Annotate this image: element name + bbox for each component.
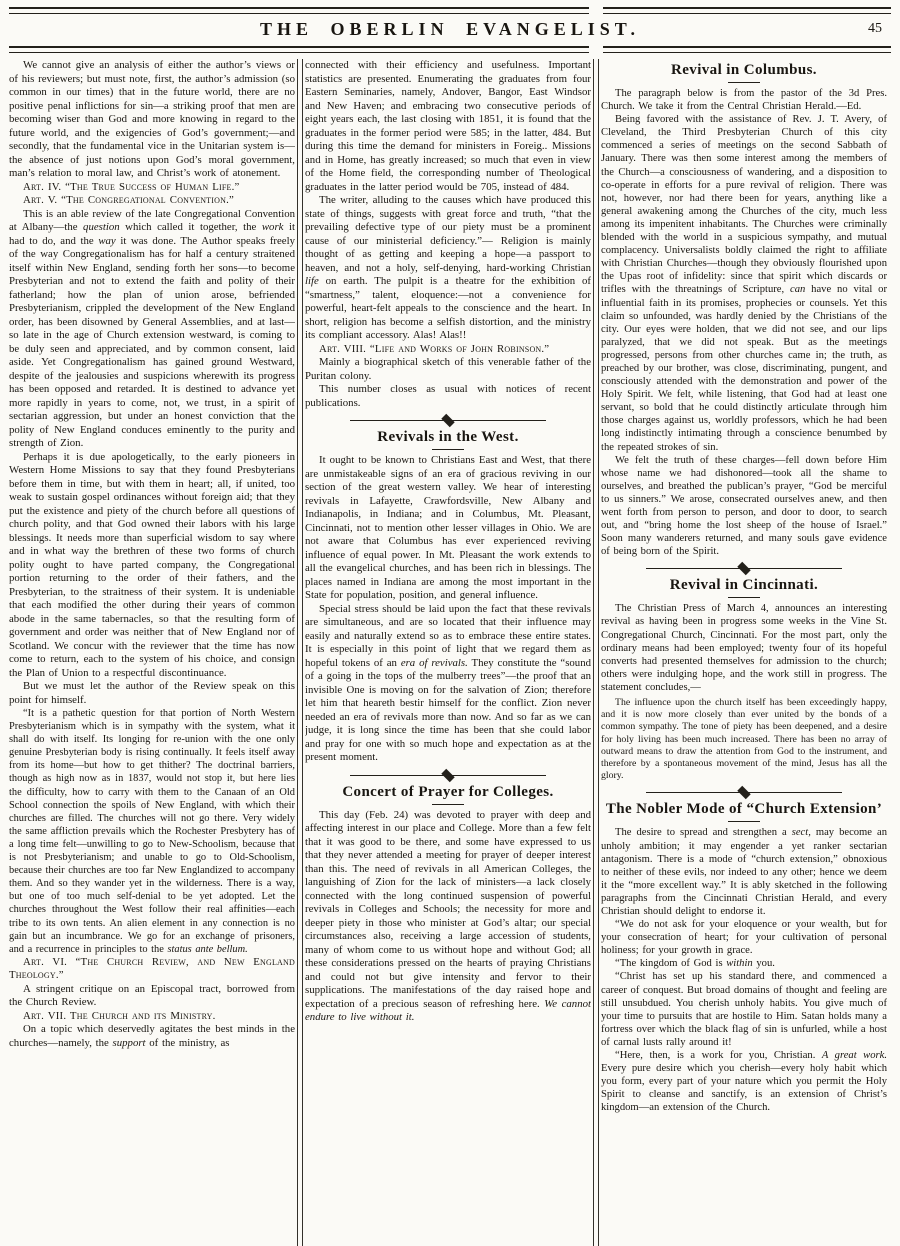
section-divider-ornament — [350, 770, 546, 781]
body-paragraph: The paragraph below is from the pastor of the 3d Pres. Church. We take it from the Central Christian Herald.—Ed. — [601, 88, 887, 113]
masthead-title-row — [0, 14, 900, 46]
body-paragraph: We cannot give an analysis of either the author’s views or of his reviewers; but must note, first, the author’s admission (so common in our times) that in the future world, there are no positive penal inflictions for sin—a striking proof that men are becoming wiser than God and more knowing in regard to the future world, and the exigencies of God’s government;—and secondly, that the fundamental vice in the Unitarian system is—the absence of just notions upon God’s moral government, man’s relation to moral law, and Christ’s work of atonement. — [9, 59, 295, 179]
body-paragraph: We felt the truth of these charges—fell down before Him whose name we had dishonored—took all the shame to ourselves, and breathed the publican’s prayer, “God be merciful to us sinners.” We arose, consecrated ourselves anew, and then went forth from person to person, and door to door, to search out, and “bring home the lost sheep of the house of Israel.” Soon many wanderers returned, and many souls gave evidence of being born of the Spirit. — [601, 454, 887, 558]
body-paragraph: A stringent critique on an Episcopal tract, borrowed from the Church Review. — [9, 982, 295, 1009]
page-number: 45 — [868, 21, 882, 36]
body-paragraph: “It is a pathetic question for that portion of North Western Presbyterianism which is in sympathy with the system, what it shall do with itself. Its longing for re-union with the one only genuine Presbyterian body is rising continually. It feels itself away from its home—but how to get thither? The doctrinal barriers, though as high now as in 1837, would not stop it, but here lies the difficulty, how to carry with them to the Canaan of an Old School connection the spoils of New England, with which their churches are filled. The churches will not go there. Very widely the same affliction prevails which the Rochester Presbytery has of a long time felt—unwilling to go to New-Schoolism, because that is not Presbyterianism; and unable to go to Old-Schoolism, because their churches are too far New Englandized to accompany them. And so they wander yet in the wilderness. There is a way, but one of too much self-denial to be yet adopted. Let the churches throughout the West follow their real affinities—each tribe to its own tents. An alien element in any connection is no gain but an incumbrance. We go for an exchange of prisoners, and a recurrence in principles to the status ante bellum. — [9, 708, 295, 955]
body-paragraph: The writer, alluding to the causes which have produced this state of things, suggests with great force and truth, “that the prevailing defective type of our piety must be a prominent cause of our ministerial deficiency.”— Religion is mainly thought of as getting and keeping a hope—a passport to heaven, and not a holy, self-denying, hard-working Christian life on earth. The pulpit is a theatre for the exhibition of “smartness,” talent, eloquence:—not a convenience for powerful, heart-felt appeals to the conscience and the heart. In short, religion has become a selfish distortion, and the ministry its compliant accessory. Alas! Alas!! — [305, 194, 591, 341]
body-paragraph: “Here, then, is a work for you, Christian. A great work. Every pure desire which you cherish—every holy habit which you form, every part of your nature which you permit the Holy Spirit to cleanse and sanctify, is an extension of Christ’s kingdom—an extension of the Church. — [601, 1050, 887, 1114]
rule-gap — [589, 7, 603, 14]
body-paragraph: Being favored with the assistance of Rev. J. T. Avery, of Cleveland, the Third Presbyterian Church of this city commenced a series of meetings on the second Sabbath of January. There was then some interest among the members of the Church—a consciousness of wandering, and a disposition to co-operate in efforts for a pure revival of religion. There was not, however, nor had there been for years, anything like a general awakening among the Churches of the city, much less among its impenitent inhabitants. The Churches were criminally blended with the world in a suspicious sympathy, and mutual complacency. Universalists boldly claimed the right to affiliate with Christian Churches—though they obviously flourished upon the Upas root of infidelity: since that spirit which discards or trifles with the threatnings of Scripture, can have no vital or influential faith in its promises, prophecies or counsels. Yet this claim so unfounded, was hardly denied by the Christians of the city. Our eyes were holden, that we did not see, and our lips paralyzed, that we did not speak. But as the meetings progressed, persons from other churches came in; the truth, as preached by our brother, was close, discriminating, pungent, and consciously attended with the demonstration and power of the Holy Spirit. We felt, while listening, that God had at least one servant, so bold that he could distinctly articulate through him those charges against us, worldly professors, which he had been long indistinctly intimating through a conscience benumbed by the repeated strokes of sin. — [601, 114, 887, 453]
section-divider-ornament — [350, 415, 546, 426]
article-heading: Revival in Cincinnati. — [669, 577, 819, 594]
body-paragraph: The influence upon the church itself has been exceedingly happy, and it is now more closely than ever united by the bonds of a common sympathy. The tone of piety has been deepened, and a desire for holy living has been much increased. There has been no array of outward means to draw the attention from God to the instrument, and therefore by a spontaneous movement of the mind, Jesus has all the glory. — [601, 697, 887, 782]
rule-segment — [603, 7, 891, 14]
body-paragraph: Perhaps it is due apologetically, to the early pioneers in Western Home Missions to say that they found Presbyterians before them in time, but with them in heart; all, if united, too weak to sustain gospel ordinances without foreign aid; that they put the existence and piety of the church before all questions of church polity, and that God owned their labors with his large blessings. It needs more than superficial wisdom to say where and in what way the brethren of these two forms of church polity ought to have parted company, the Congregational portion returning to the order of their fathers, and the Presbyterian, to the straitness of their system. It is undeniable that each modified the other during their years of common abode in the same tabernacles, so that the resulting form of government and order was neither that of New England nor of Scotland. We concur with the reviewer that the time has now come to return, each to the system of his choice, and consign the Plan of Union to a respectful discontinuance. — [9, 450, 295, 679]
section-divider-ornament — [646, 563, 842, 574]
article-heading: Revivals in the West. — [377, 429, 519, 445]
article-ref: Art. VIII. “Life and Works of John Robinson.” — [319, 342, 550, 355]
heading-underline-rule — [432, 804, 464, 805]
body-paragraph: It ought to be known to Christians East and West, that there are unmistakeable signs of an era of gracious reviving in our section of the great western valley. We hear of interesting revivals in Lafayette, Crawfordsville, New Albany and Indianapolis, in Indiana; and in Columbus, Mt. Pleasant, Cincinnati, not to mention other lesser villages in Ohio. We are not aware that Columbus has ever experienced reviving influence of equal power. In Mt. Pleasant the work extends to all the evangelical churches, and has been rich in blessings. The places named in Indiana are among the most important in the State for population, position, and general influence. — [305, 454, 591, 601]
heading-underline-rule — [728, 82, 760, 83]
article-ref: Art. IV. “The True Success of Human Life.” — [23, 180, 240, 193]
body-paragraph: On a topic which deservedly agitates the best minds in the churches—namely, the support of the ministry, as — [9, 1023, 295, 1049]
masthead — [0, 0, 900, 53]
bottom-double-rule — [0, 46, 900, 53]
body-paragraph: This day (Feb. 24) was devoted to prayer with deep and affecting interest in our place and College. More than a few felt that it was good to be there, and some have expressed to us that they never attended a meeting for prayer of deeper interest than this. The need of revivals in all American Colleges, the languishing of Zion for the lack of ministers—a lack closely connected with the long continued suspension of powerful revivals in Colleges and Schools; the necessity for more and deeper piety in those who minister at God’s altar; our special circumstances also, receiving a large accession of students, many of whom come to us without hope and without God; all these considerations pressed on the hearts of praying Christians and could not but give intensity and fervor to their supplications. The manifestations of the day raised hope and expectation of a precious season of refreshing here. We cannot endure to live without it. — [305, 808, 591, 1023]
article-heading: The Nobler Mode of “Church Extension’ — [605, 801, 883, 818]
column-divider-rule — [297, 59, 303, 1246]
body-paragraph: The Christian Press of March 4, announces an interesting revival as having been in progress some weeks in the Vine St. Congregational Church, Cincinnati. For the most part, only the ordinary means had been employed; twenty four of its hopeful converts had presented themselves for admission to the church; others were indulging hope, and the work still in progress. The statement concludes,— — [601, 603, 887, 693]
column-layout — [0, 53, 900, 1246]
body-paragraph: But we must let the author of the Review speak on this point for himself. — [9, 680, 295, 706]
column-divider-rule — [593, 59, 599, 1246]
body-paragraph: This is an able review of the late Congregational Convention at Albany—the question which called it together, the work it had to do, and the way it was done. The Author speaks freely of the way Congregationalism has for half a century straitened itself within New England, sending forth her sons—to become Presbyterian and not to extend the faith and polity of their fatherland; how the plan of union arose, befriended Presbyterianism, crippled the development of the New England order, has been disowned by General Assemblies, and at last—so late in the age of Church extension westward, is coming to be duly seen and appreciated, and by common consent, laid aside. Yet Congregationalism has gained ground Westward, despite of the jealousies and suspicions wherewith its progress has been opposed and retarded. It is destined to advance yet more rapidly in years to come, not, we trust, in a spirit of sectarian aggression, but under an honest conviction that the polity of New England conduces eminently to the purity and strength of Zion. — [9, 207, 295, 449]
article-ref: Art. VI. “The Church Review, and New England Theology.” — [9, 955, 295, 982]
body-paragraph: “We do not ask for your eloquence or your wealth, but for your consecration of heart; for your cultivation of personal holiness; for your growth in grace. — [601, 919, 887, 957]
masthead-title: THE OBERLIN EVANGELIST. — [260, 19, 640, 39]
article-ref: Art. V. “The Congregational Convention.” — [23, 194, 234, 206]
section-divider-ornament — [646, 787, 842, 798]
column-left — [9, 59, 295, 1246]
body-paragraph: connected with their efficiency and usefulness. Important statistics are presented. Enumerating the graduates from four Eastern Seminaries, namely, Andover, Bangor, East Windsor and New Haven; and embracing two consecutive periods of eight years each, the last closing with 1851, it is found that the graduates in the former period were 585; in the latter, 484. But during this time the demand for ministers in Foreig.. Missions and in Home, has greatly increased; so much that even in view of the Home field, the corresponding number of Theological graduates in the latter period would be 705, instead of 484. — [305, 59, 591, 193]
body-paragraph: The desire to spread and strengthen a sect, may become an unholy ambition; it may engender a yet ranker sectarian antagonism. There is a mode of “church extension,” obnoxious to neither of these evils, nor indeed to any other; hence we deem it the “more excellent way.” It is ably sketched in the following paragraphs from the Cincinnati Christian Herald, and every Christian should delight to endorse it. — [601, 827, 887, 918]
heading-underline-rule — [728, 597, 760, 598]
body-paragraph: Mainly a biographical sketch of this venerable father of the Puritan colony. — [305, 356, 591, 382]
heading-underline-rule — [728, 821, 760, 822]
heading-underline-rule — [432, 449, 464, 450]
article-ref: Art. VII. The Church and its Ministry. — [23, 1009, 216, 1022]
column-right — [601, 59, 887, 1246]
rule-segment — [9, 46, 589, 53]
column-middle — [305, 59, 591, 1246]
rule-segment — [9, 7, 589, 14]
body-paragraph: This number closes as usual with notices of recent publications. — [305, 383, 591, 409]
body-paragraph: Special stress should be laid upon the fact that these revivals are simultaneous, and are so located that their influence may easily and naturally extend so as to embrace these entire states. It is especially in this point of light that we regard them as hopeful tokens of an era of revivals. They constitute the “sound of a going in the tops of the mulberry trees”—the proof that an invisible One is moving on for the salvation of Zion; therefore let him that heareth bestir himself for the conflict. Zion never needed an era of revivals more than now. And so far as we can judge, it is long since the time has been that she could labor and pray for one with so much hope and expectation as at the present moment. — [305, 602, 591, 763]
top-double-rule — [0, 7, 900, 14]
rule-gap — [589, 46, 603, 53]
body-paragraph: “The kingdom of God is within you. — [615, 958, 775, 970]
rule-segment — [603, 46, 891, 53]
article-heading: Concert of Prayer for Colleges. — [342, 783, 554, 800]
body-paragraph: “Christ has set up his standard there, and commenced a career of conquest. But broad domains of thought and feeling are still unsubdued. You cherish unholy habits. You give much of your time to pursuits that are hostile to Him. Satan holds many a fortress over which the black flag of sin is unfurled, while a host of carnal lusts rally around it! — [601, 971, 887, 1048]
article-heading: Revival in Columbus. — [671, 62, 817, 78]
